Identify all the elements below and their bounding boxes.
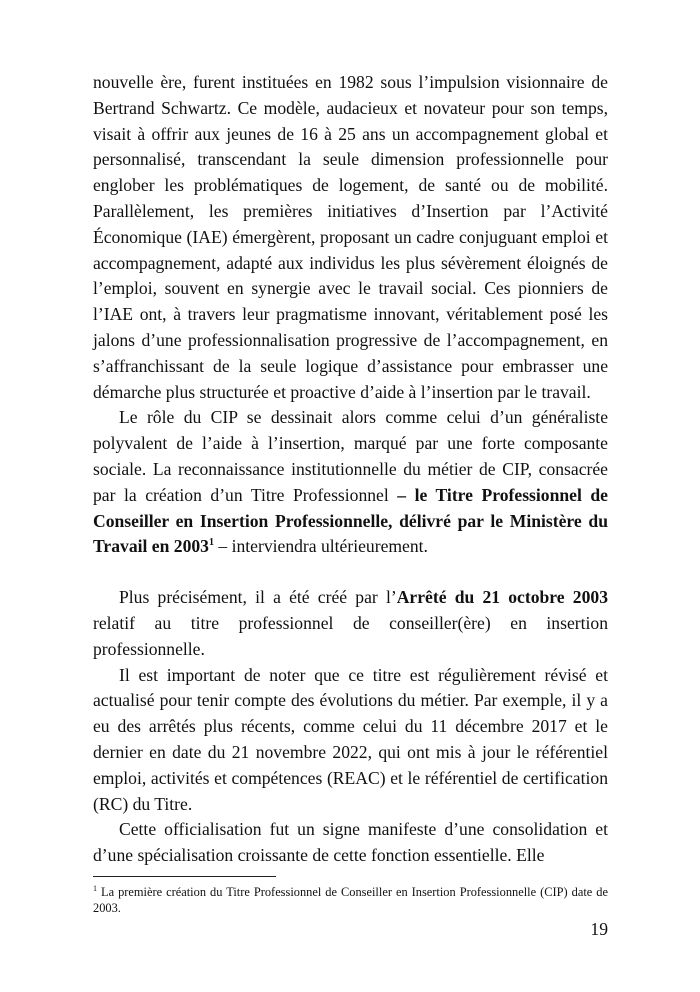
page-body [93,70,608,869]
paragraph-2-end: – interviendra ultérieurement. [213,536,428,557]
paragraph-3-bold: Arrêté du 21 octobre 2003 [396,587,608,608]
paragraph-2-bold: – le Titre Professionnel de Conseiller en Insertion Professionnelle, délivré par le Ministère du Travail en 2003 [93,484,608,557]
footnote-separator [93,876,276,877]
paragraph-3-start: Plus précisément, il a été créé par l’ [119,587,397,608]
paragraph-2-start: Le rôle du CIP se dessinait alors comme celui d’un généraliste polyvalent de l’aide à l’insertion, marqué par une forte composante sociale. La reconnaissance institutionnelle du métier de CIP, consacrée par la création d’un Titre Professionnel [93,407,608,505]
footnote-marker: 1 [93,883,97,893]
paragraph-2 [93,405,608,560]
paragraph-3 [93,585,608,662]
footnote [93,884,608,916]
footnote-text: La première création du Titre Professionnel de Conseiller en Insertion Professionnelle (CIP) date de 2003. [93,885,608,915]
footnote-reference: 1 [208,537,214,549]
paragraph-3-end: relatif au titre professionnel de conseiller(ère) en insertion professionnelle. [93,612,608,659]
paragraph-spacer [93,560,608,585]
paragraph-5: Cette officialisation fut un signe manifeste d’une consolidation et d’une spécialisation croissante de cette fonction essentielle. Elle [93,819,608,866]
paragraph-1: nouvelle ère, furent instituées en 1982 sous l’impulsion visionnaire de Bertrand Schwartz. Ce modèle, audacieux et novateur pour son temps, visait à offrir aux jeunes de 16 à 25 ans un accompagnement global et personnalisé, transcendant la seule dimension professionnelle pour englober les problématiques de logement, de santé ou de mobilité. Parallèlement, les premières initiatives d’Insertion par l’Activité Économique (IAE) émergèrent, proposant un cadre conjuguant emploi et accompagnement, adapté aux individus les plus sévèrement éloignés de l’emploi, souvent en synergie avec le travail social. Ces pionniers de l’IAE ont, à travers leur pragmatisme innovant, véritablement posé les jalons d’une professionnalisation progressive de l’accompagnement, en s’affranchissant de la seule logique d’assistance pour embrasser une démarche plus structurée et proactive d’aide à l’insertion par le travail. [93,72,608,402]
paragraph-4: Il est important de noter que ce titre est régulièrement révisé et actualisé pour tenir compte des évolutions du métier. Par exemple, il y a eu des arrêtés plus récents, comme celui du 11 décembre 2017 et le dernier en date du 21 novembre 2022, qui ont mis à jour le référentiel emploi, activités et compétences (REAC) et le référentiel de certification (RC) du Titre. [93,664,608,814]
page-number: 19 [590,919,608,939]
